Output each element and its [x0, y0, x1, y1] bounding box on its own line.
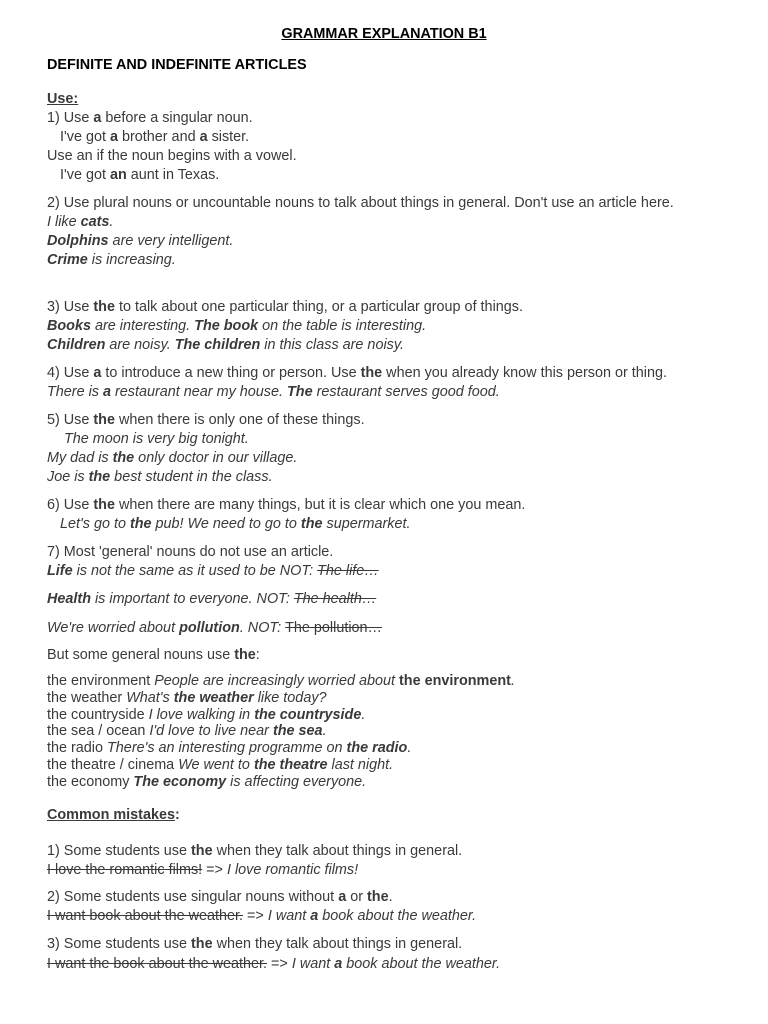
text-segment: the [88, 469, 111, 485]
text-segment: => [202, 862, 227, 878]
text-line [47, 861, 358, 879]
text-line [47, 672, 515, 690]
text-segment: The [286, 384, 313, 400]
text-line [60, 128, 249, 146]
text-segment: a [310, 908, 319, 924]
text-segment: book about the weather. [342, 956, 501, 972]
text-segment: the [190, 843, 213, 859]
text-segment: restaurant near my house. [111, 384, 287, 400]
text-segment: cats [80, 214, 110, 230]
text-line [47, 689, 327, 707]
text-line [47, 194, 674, 212]
text-segment: are very intelligent. [108, 233, 234, 249]
text-line [47, 955, 500, 973]
text-segment: when they talk about things in general. [212, 936, 463, 952]
text-line [47, 842, 462, 860]
text-segment: to introduce a new thing or person. Use [101, 365, 361, 381]
text-line [47, 468, 273, 486]
text-segment: 2) Some students use singular nouns without [47, 889, 339, 905]
text-segment: Use an if the noun begins with a vowel. [47, 148, 297, 164]
text-segment: in this class are noisy. [260, 337, 404, 353]
text-line [47, 383, 500, 401]
text-segment: when you already know this person or thing. [382, 365, 667, 381]
text-segment: The pollution… [285, 620, 382, 636]
text-segment: is not the same as it used to be NOT: [72, 563, 318, 579]
page-title: GRAMMAR EXPLANATION B1 [281, 26, 487, 42]
text-segment: The economy [133, 774, 227, 790]
text-segment: => [243, 908, 268, 924]
text-segment: Health [47, 591, 91, 607]
text-line [47, 935, 462, 953]
text-segment: . [109, 214, 114, 230]
text-segment: last night. [327, 757, 394, 773]
text-line [47, 722, 327, 740]
text-segment: Books [47, 318, 91, 334]
text-segment: : [255, 647, 260, 663]
text-segment: 3) Some students use [47, 936, 191, 952]
text-segment: What's [126, 690, 174, 706]
text-segment: when there is only one of these things. [114, 412, 365, 428]
text-line [47, 907, 476, 925]
text-line [47, 147, 297, 165]
text-segment: is increasing. [87, 252, 176, 268]
text-segment: before a singular noun. [101, 110, 253, 126]
text-segment: The children [174, 337, 261, 353]
text-segment: the countryside [254, 707, 362, 723]
text-segment: the radio [346, 740, 408, 756]
text-segment: Joe is [47, 469, 89, 485]
text-segment: the [360, 365, 383, 381]
text-segment: . [510, 673, 515, 689]
text-line [47, 756, 393, 774]
text-line [64, 430, 249, 448]
text-segment: aunt in Texas. [126, 167, 220, 183]
section-heading: DEFINITE AND INDEFINITE ARTICLES [47, 57, 307, 73]
text-segment: 1) Use [47, 110, 94, 126]
text-segment: the [367, 889, 389, 905]
text-segment: . [407, 740, 412, 756]
text-line [47, 213, 113, 231]
use-label: Use: [47, 91, 79, 107]
text-segment: a [199, 129, 208, 145]
text-line [47, 773, 366, 791]
text-segment: best student in the class. [110, 469, 273, 485]
text-segment: a [109, 129, 118, 145]
text-segment: restaurant serves good food. [312, 384, 500, 400]
text-segment: Let's go to [60, 516, 130, 532]
text-segment: brother and [117, 129, 200, 145]
text-segment: I love walking in [148, 707, 255, 723]
text-segment: the [234, 647, 256, 663]
text-segment: I'd love to live near [149, 723, 273, 739]
text-segment: a [93, 110, 102, 126]
text-segment: when they talk about things in general. [212, 843, 463, 859]
text-segment: the weather [173, 690, 254, 706]
text-segment: 2) Use plural nouns or uncountable nouns to talk about things in general. Don't use an article here. [47, 195, 674, 211]
text-segment: or [346, 889, 367, 905]
common-mistakes-heading [47, 806, 180, 824]
text-segment: the [112, 450, 135, 466]
text-line [47, 590, 376, 608]
text-segment: Dolphins [47, 233, 109, 249]
text-segment: Children [47, 337, 106, 353]
text-line [47, 543, 333, 561]
text-line [47, 562, 379, 580]
text-segment: People are increasingly worried about [154, 673, 399, 689]
text-segment: to talk about one particular thing, or a particular group of things. [114, 299, 523, 315]
text-line [47, 298, 523, 316]
text-line [47, 364, 667, 382]
text-segment: I want the book about the weather. [47, 956, 268, 972]
text-segment: book about the weather. [318, 908, 477, 924]
text-segment: when there are many things, but it is clear which one you mean. [114, 497, 526, 513]
text-line [47, 317, 426, 335]
text-line [47, 888, 393, 906]
text-segment: pollution [179, 620, 240, 636]
text-segment: There is [47, 384, 103, 400]
text-line [60, 166, 219, 184]
text-segment: . NOT: [239, 620, 286, 636]
text-segment: I've got [60, 129, 110, 145]
text-line [47, 619, 382, 637]
text-segment: the theatre [253, 757, 328, 773]
text-line [47, 251, 176, 269]
text-segment: the sea [272, 723, 323, 739]
text-line [47, 336, 404, 354]
text-segment: . [388, 889, 393, 905]
text-line [47, 449, 297, 467]
text-line [47, 646, 260, 664]
text-segment: on the table is interesting. [258, 318, 427, 334]
text-segment: I've got [60, 167, 110, 183]
text-segment: My dad is [47, 450, 113, 466]
text-segment: 1) Some students use [47, 843, 191, 859]
text-segment: We're worried about [47, 620, 180, 636]
text-segment: a [102, 384, 111, 400]
text-segment: are noisy. [105, 337, 175, 353]
text-segment: the [93, 299, 115, 315]
text-segment: 6) Use [47, 497, 94, 513]
text-segment: a [334, 956, 343, 972]
text-segment: is affecting everyone. [226, 774, 367, 790]
text-segment: 7) Most 'general' nouns do not use an article. [47, 544, 334, 560]
text-segment: I like [47, 214, 81, 230]
text-segment: pub! We need to go to [151, 516, 301, 532]
text-segment: => [267, 956, 292, 972]
text-segment: I want [267, 908, 311, 924]
text-segment: the [129, 516, 152, 532]
text-line [60, 515, 410, 533]
text-line [47, 232, 233, 250]
text-segment: the [300, 516, 323, 532]
text-line [47, 496, 525, 514]
text-segment: . [361, 707, 366, 723]
text-segment: sister. [207, 129, 250, 145]
text-segment: I want book about the weather. [47, 908, 244, 924]
text-segment: Life [47, 563, 73, 579]
text-segment: are interesting. [90, 318, 195, 334]
text-segment: the environment [399, 673, 511, 689]
text-segment: supermarket. [322, 516, 411, 532]
text-segment: the radio [47, 740, 108, 756]
text-segment: . [322, 723, 327, 739]
text-segment: the [190, 936, 213, 952]
text-segment: only doctor in our village. [134, 450, 298, 466]
text-segment: a [93, 365, 102, 381]
text-segment: Crime [47, 252, 88, 268]
text-segment: is important to everyone. NOT: [90, 591, 294, 607]
text-segment: the [93, 412, 115, 428]
text-segment: We went to [178, 757, 254, 773]
text-segment: the sea / ocean [47, 723, 150, 739]
text-segment: I love the romantic films! [47, 862, 203, 878]
text-segment: I want [291, 956, 335, 972]
text-segment: a [338, 889, 347, 905]
text-segment: The life… [317, 563, 379, 579]
text-segment: There's an interesting programme on [107, 740, 347, 756]
text-line [47, 109, 253, 127]
text-segment: an [109, 167, 127, 183]
text-segment: the countryside [47, 707, 149, 723]
text-segment: the theatre / cinema [47, 757, 179, 773]
common-mistakes-colon: : [174, 807, 180, 823]
text-segment: like today? [253, 690, 327, 706]
text-segment: The health… [293, 591, 377, 607]
text-line [47, 411, 365, 429]
text-segment: The book [194, 318, 259, 334]
common-mistakes-label: Common mistakes [47, 807, 175, 823]
text-segment: the economy [47, 774, 134, 790]
text-segment: The moon is very big tonight. [64, 431, 249, 447]
text-segment: the weather [47, 690, 127, 706]
text-segment: the environment [47, 673, 155, 689]
text-segment: 3) Use [47, 299, 94, 315]
text-segment: the [93, 497, 115, 513]
text-segment: I love romantic films! [226, 862, 359, 878]
text-segment: But some general nouns use [47, 647, 235, 663]
text-line [47, 739, 411, 757]
text-segment: 5) Use [47, 412, 94, 428]
text-segment: 4) Use [47, 365, 94, 381]
